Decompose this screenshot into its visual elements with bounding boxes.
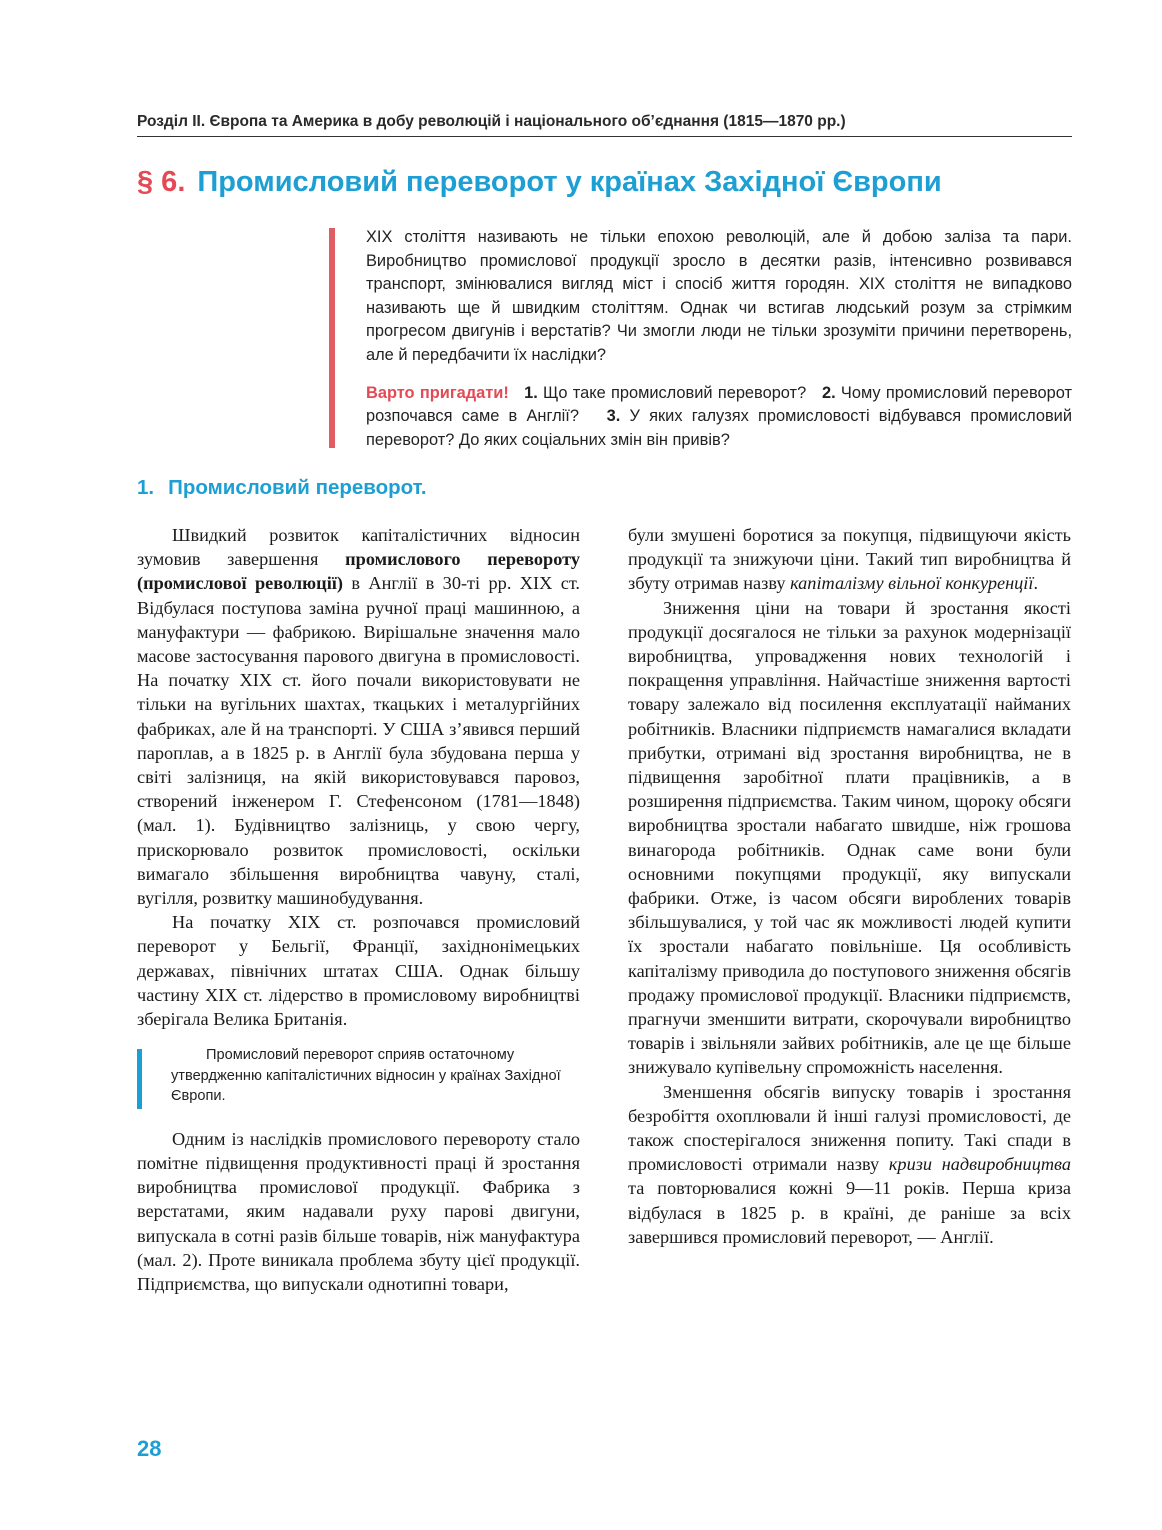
- page-number: 28: [137, 1436, 162, 1461]
- key-term: промислового перевороту (промислової революції): [137, 549, 580, 594]
- chapter-intro: [366, 226, 1072, 452]
- question-text: Чому промисловий переворот розпочався саме в Англії?: [366, 383, 1072, 426]
- section-heading: [137, 476, 427, 500]
- header-rule: [137, 136, 1072, 137]
- paragraph-text: Швидкий розвиток капіталістичних відносин зумовив завершення: [137, 525, 580, 570]
- question-number: 1.: [524, 383, 538, 402]
- paragraph: [628, 523, 1071, 596]
- paragraph: Зниження ціни на товари й зростання якості продукції досягалося не тільки за рахунок модернізації виробництва, упровадження нових технологій і покращення управління. Найчастіше зниження вартості товару залежало від посилення експлуатації найманих робітників. Власники підприємств намагалися вкладати прибутки, отримані від зростання виробництва, не в підвищення заробітної плати працівників, а в розширення підприємства. Таким чином, щороку обсяги виробництва зростали набагато швидше, ніж грошова винагорода робітників. Однак саме вони були основними покупцями продукції, яку випускали фабрики. Отже, із часом обсяги вироблених товарів збільшувалися, у той час як можливості людей купити їх зростали набагато повільніше. Ця особливість капіталізму приводила до поступового зниження обсягів продажу промислової продукції. Власники підприємств, прагнучи зменшити витрати, скорочували виробництво товарів і звільняли зайвих робітників, але це ще більше знижувало купівельну спроможність населення.: [628, 597, 1071, 1078]
- key-term: капіталізму вільної конкуренції: [790, 573, 1034, 594]
- section-title: Промисловий переворот.: [168, 476, 427, 499]
- intro-text: XIX століття називають не тільки епохою революцій, але й добою заліза та пари. Виробництво промислової продукції зросло в десятки разів, інтенсивно розвивався транспорт, змінювалися вигляд міст і спосіб життя городян. XIX століття не випадково називають ще й швидким століттям. Однак чи встигав людський розум за стрімким прогресом двигунів і верстатів? Чи змогли люди не тільки зрозуміти причини перетворень, але й передбачити їх наслідки?: [366, 228, 1072, 364]
- right-column: [628, 523, 1071, 1249]
- callout-text: Промисловий переворот сприяв остаточному утвердженню капіталістичних відносин у країнах Західної Європи.: [171, 1047, 561, 1105]
- chapter-title: [137, 166, 1072, 199]
- chapter-number: § 6.: [137, 166, 186, 198]
- section-number: 1.: [137, 476, 155, 499]
- paragraph-text: в Англії в 30-ті рр. XIX ст. Відбулася поступова заміна ручної праці машинною, а мануфактури — фабрикою. Вирішальне значення мало масове застосування парового двигуна в промисловості. На початку XIX ст. його почали використовувати не тільки на вугільних шахтах, ткацьких і металургійних фабриках, але й на транспорті. У США з’явився перший пароплав, а в 1825 р. в Англії була збудована перша у світі залізниця, на якій використовувався паровоз, створений інженером Г. Стефенсоном (1781—1848) (мал. 1). Будівництво залізниць, у свою чергу, прискорювало розвиток промисловості, оскільки вимагало збільшення виробництва чавуну, сталі, вугілля, розвитку машинобудування.: [137, 573, 581, 909]
- callout-box: [137, 1045, 580, 1107]
- paragraph: [628, 1080, 1071, 1249]
- intro-accent-bar: [329, 228, 335, 448]
- question-number: 3.: [606, 407, 621, 426]
- callout-accent-bar: [137, 1049, 142, 1109]
- paragraph: На початку XIX ст. розпочався промисловий переворот у Бельгії, Франції, західнонімецьких державах, північних штатах США. Однак більшу частину XIX ст. лідерство в промисловому виробництві зберігала Велика Британія.: [137, 912, 580, 1030]
- paragraph-text: Зменшення обсягів випуску товарів і зростання безробіття охоплювали й інші галузі промисловості, де також спостерігалося зниження попиту. Такі спади в промисловості отримали назву: [628, 1081, 1071, 1175]
- running-header: Розділ II. Європа та Америка в добу революцій і національного об’єднання (1815—1870 рр.): [137, 113, 846, 130]
- paragraph: [137, 523, 580, 910]
- question-number: 2.: [821, 383, 836, 402]
- question-text: У яких галузях промисловості відбувався промисловий переворот? До яких соціальних змін він привів?: [366, 407, 1072, 449]
- question-text: Що таке промисловий переворот?: [543, 383, 807, 402]
- paragraph-text: були змушені боротися за покупця, підвищуючи якість продукції та знижуючи ціни. Такий тип виробництва й збуту отримав назву: [628, 525, 1071, 594]
- paragraph-text: .: [1033, 573, 1039, 594]
- key-term: кризи надвиробництва: [888, 1154, 1071, 1175]
- recall-questions: [366, 382, 1072, 453]
- paragraph: Одним із наслідків промислового перевороту стало помітне підвищення продуктивності праці й зростання виробництва промислової продукції. Фабрика з верстатами, яким надавали руху парові двигуни, випускала в сотні разів більше товарів, ніж мануфактура (мал. 2). Проте виникала проблема збуту цієї продукції. Підприємства, що випускали однотипні товари,: [137, 1128, 580, 1294]
- left-column: [137, 523, 580, 1296]
- paragraph-text: та повторювалися кожні 9—11 років. Перша криза відбулася в 1825 р. в країні, де раніше за всіх завершився промисловий переворот, — Англії.: [628, 1178, 1071, 1247]
- chapter-title-text: Промисловий переворот у країнах Західної Європи: [197, 166, 942, 198]
- recall-label: Варто пригадати!: [366, 383, 509, 402]
